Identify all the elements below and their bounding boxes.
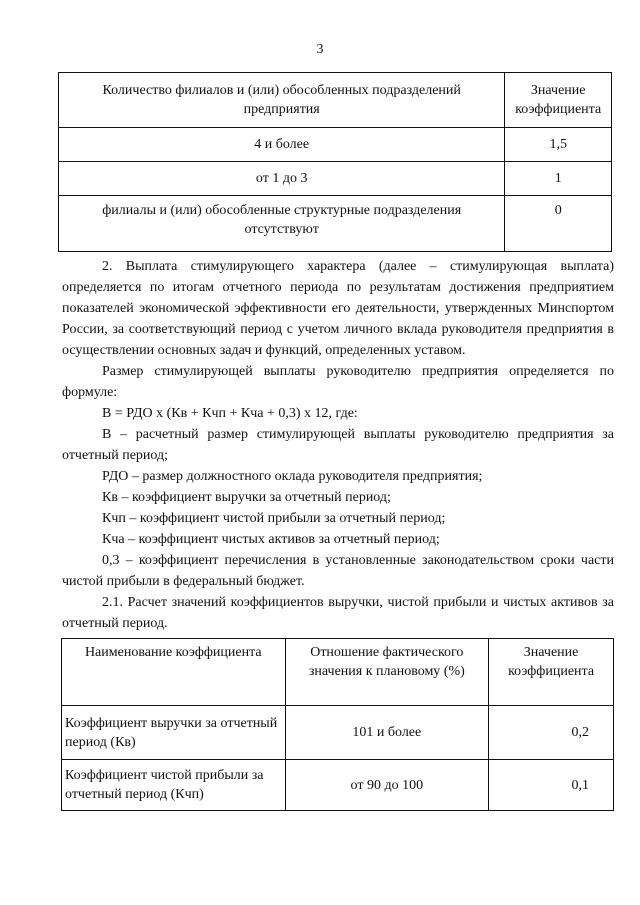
formula: В = РДО х (Кв + Кчп + Кча + 0,3) х 12, где: — [102, 406, 358, 421]
branches-coefficient-table — [58, 72, 612, 252]
header-ratio: Отношение фактического значения к плановому (%) — [285, 639, 489, 706]
row-coefficient-name: Коэффициент чистой прибыли за отчетный период (Кчп) — [62, 760, 286, 811]
table-row — [59, 196, 612, 252]
header-branches-count: Количество филиалов и (или) обособленных подразделений предприятия — [59, 73, 505, 128]
definition-kv: Кв – коэффициент выручки за отчетный период; — [102, 490, 391, 505]
document-body — [62, 256, 614, 634]
table-row — [62, 706, 614, 760]
row-coefficient-name: Коэффициент выручки за отчетный период (Кв) — [62, 706, 286, 760]
definition-b: В – расчетный размер стимулирующей выплаты руководителю предприятия за отчетный период; — [62, 427, 614, 463]
table-header-row — [59, 73, 612, 128]
table-row — [59, 162, 612, 196]
row-value: 0,2 — [489, 706, 614, 760]
row-value: 1 — [505, 162, 612, 196]
table-row — [62, 760, 614, 811]
row-label: от 1 до 3 — [59, 162, 505, 196]
row-label: 4 и более — [59, 128, 505, 162]
header-coefficient-name: Наименование коэффициента — [62, 639, 286, 706]
paragraph-2: 2. Выплата стимулирующего характера (далее – стимулирующая выплата) определяется по итогам отчетного периода по результатам достижения предприятием показателей экономической эффективности его деятельности, утвержденных Минспортом России, за соответствующий период с учетом личного вклада руководителя предприятия в осуществлении основных задач и функций, определенных уставом. — [62, 259, 614, 358]
definition-kchp: Кчп – коэффициент чистой прибыли за отчетный период; — [102, 511, 446, 526]
header-coefficient-value: Значение коэффициента — [489, 639, 614, 706]
row-ratio: от 90 до 100 — [285, 760, 489, 811]
row-value: 1,5 — [505, 128, 612, 162]
table-header-row — [62, 639, 614, 706]
definition-0-3: 0,3 – коэффициент перечисления в установленные законодательством сроки части чистой прибыли в федеральный бюджет. — [62, 553, 614, 589]
paragraph-2-1: 2.1. Расчет значений коэффициентов выручки, чистой прибыли и чистых активов за отчетный период. — [62, 595, 614, 631]
row-ratio: 101 и более — [285, 706, 489, 760]
page-number: 3 — [316, 42, 324, 57]
coefficients-table — [61, 638, 614, 811]
row-value: 0 — [505, 196, 612, 252]
definition-rdo: РДО – размер должностного оклада руководителя предприятия; — [102, 469, 483, 484]
row-label: филиалы и (или) обособленные структурные подразделения отсутствуют — [59, 196, 505, 252]
table-row — [59, 128, 612, 162]
definition-kcha: Кча – коэффициент чистых активов за отчетный период; — [102, 532, 440, 547]
row-value: 0,1 — [489, 760, 614, 811]
paragraph-formula-intro: Размер стимулирующей выплаты руководителю предприятия определяется по формуле: — [62, 364, 614, 400]
header-coefficient-value: Значение коэффициента — [505, 73, 612, 128]
